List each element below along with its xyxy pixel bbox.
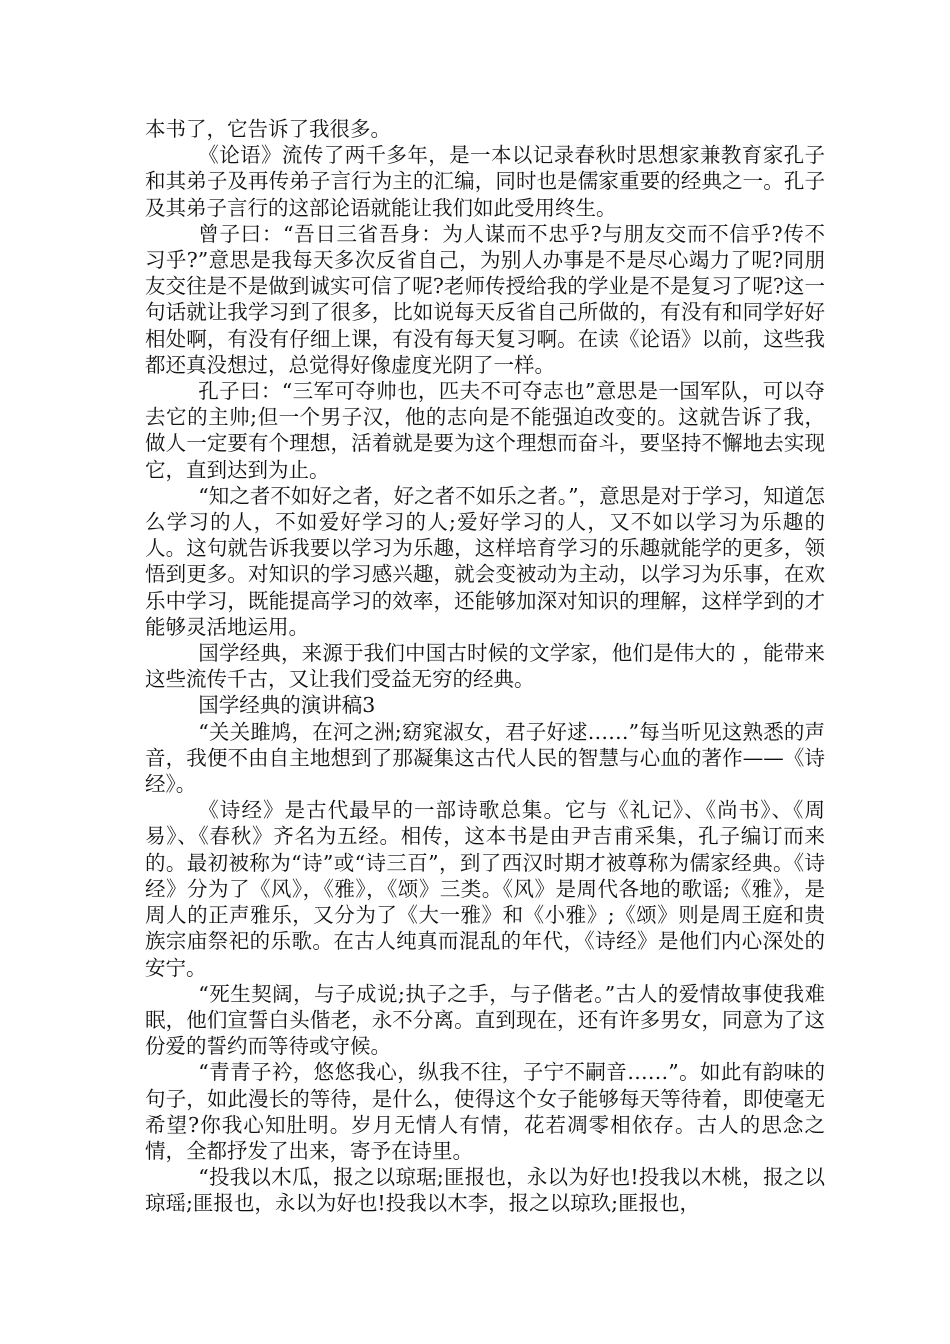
section-heading: 国学经典的演讲稿3: [198, 693, 376, 718]
paragraph: 曾子曰：“吾日三省吾身：为人谋而不忠乎?与朋友交而不信乎?传不习乎?”意思是我每天多次反省自己，为别人办事是不是尽心竭力了呢?同朋友交往是不是做到诚实可信了呢?老师传授给我的学业是不是复习了呢?这一句话就让我学习到了很多，比如说每天反省自己所做的，有没有和同学好好相处啊，有没有仔细上课，有没有每天复习啊。在读《论语》以前，这些我都还真没想过，总觉得好像虚度光阴了一样。: [145, 221, 825, 377]
paragraph: 《诗经》是古代最早的一部诗歌总集。它与《礼记》、《尚书》、《周易》、《春秋》齐名为五经。相传，这本书是由尹吉甫采集，孔子编订而来的。最初被称为“诗”或“诗三百”，到了西汉时期才被尊称为儒家经典。《诗经》分为了《风》，《雅》，《颂》三类。《风》是周代各地的歌谣;《雅》，是周人的正声雅乐，又分为了《大一雅》和《小雅》;《颂》则是周王庭和贵族宗庙祭祀的乐歌。在古人纯真而混乱的年代，《诗经》是他们内心深处的安宁。: [145, 798, 825, 980]
paragraph: 本书了，它告诉了我很多。: [145, 117, 391, 141]
paragraph: 国学经典，来源于我们中国古时候的文学家，他们是伟大的 ，能带来这些流传千古，又让我们受益无穷的经典。: [145, 641, 825, 692]
paragraph: “知之者不如好之者，好之者不如乐之者。”，意思是对于学习，知道怎么学习的人，不如爱好学习的人;爱好学习的人，又不如以学习为乐趣的人。这句就告诉我要以学习为乐趣，这样培育学习的乐趣就能学的更多，领悟到更多。对知识的学习感兴趣，就会变被动为主动，以学习为乐事，在欢乐中学习，既能提高学习的效率，还能够加深对知识的理解，这样学到的才能够灵活地运用。: [145, 483, 825, 639]
paragraph: “死生契阔，与子成说;执子之手，与子偕老。”古人的爱情故事使我难眠，他们宣誓白头偕老，永不分离。直到现在，还有许多男女，同意为了这份爱的誓约而等待或守候。: [145, 981, 825, 1059]
paragraph: “关关雎鸠，在河之洲;窈窕淑女，君子好逑……”每当听见这熟悉的声音，我便不由自主地想到了那凝集这古代人民的智慧与心血的著作——《诗经》。: [145, 719, 825, 797]
paragraph: 《论语》流传了两千多年，是一本以记录春秋时思想家兼教育家孔子和其弟子及再传弟子言行为主的汇编，同时也是儒家重要的经典之一。孔子及其弟子言行的这部论语就能让我们如此受用终生。: [145, 143, 825, 220]
paragraph: 孔子曰：“三军可夺帅也，匹夫不可夺志也”意思是一国军队，可以夺去它的主帅;但一个男子汉，他的志向是不能强迫改变的。这就告诉了我，做人一定要有个理想，活着就是要为这个理想而奋斗，要坚持不懈地去实现它，直到达到为止。: [145, 379, 825, 482]
paragraph: “青青子衿，悠悠我心，纵我不往，子宁不嗣音……”。如此有韵味的句子，如此漫长的等待，是什么，使得这个女子能够每天等待着，即使毫无希望?你我心知肚明。岁月无情人有情，花若凋零相依存。古人的思念之情，全都抒发了出来，寄予在诗里。: [145, 1060, 825, 1163]
paragraph: “投我以木瓜，报之以琼琚;匪报也，永以为好也!投我以木桃，报之以琼瑶;匪报也，永以为好也!投我以木李，报之以琼玖;匪报也，: [145, 1165, 825, 1216]
document-body: [145, 116, 825, 1217]
